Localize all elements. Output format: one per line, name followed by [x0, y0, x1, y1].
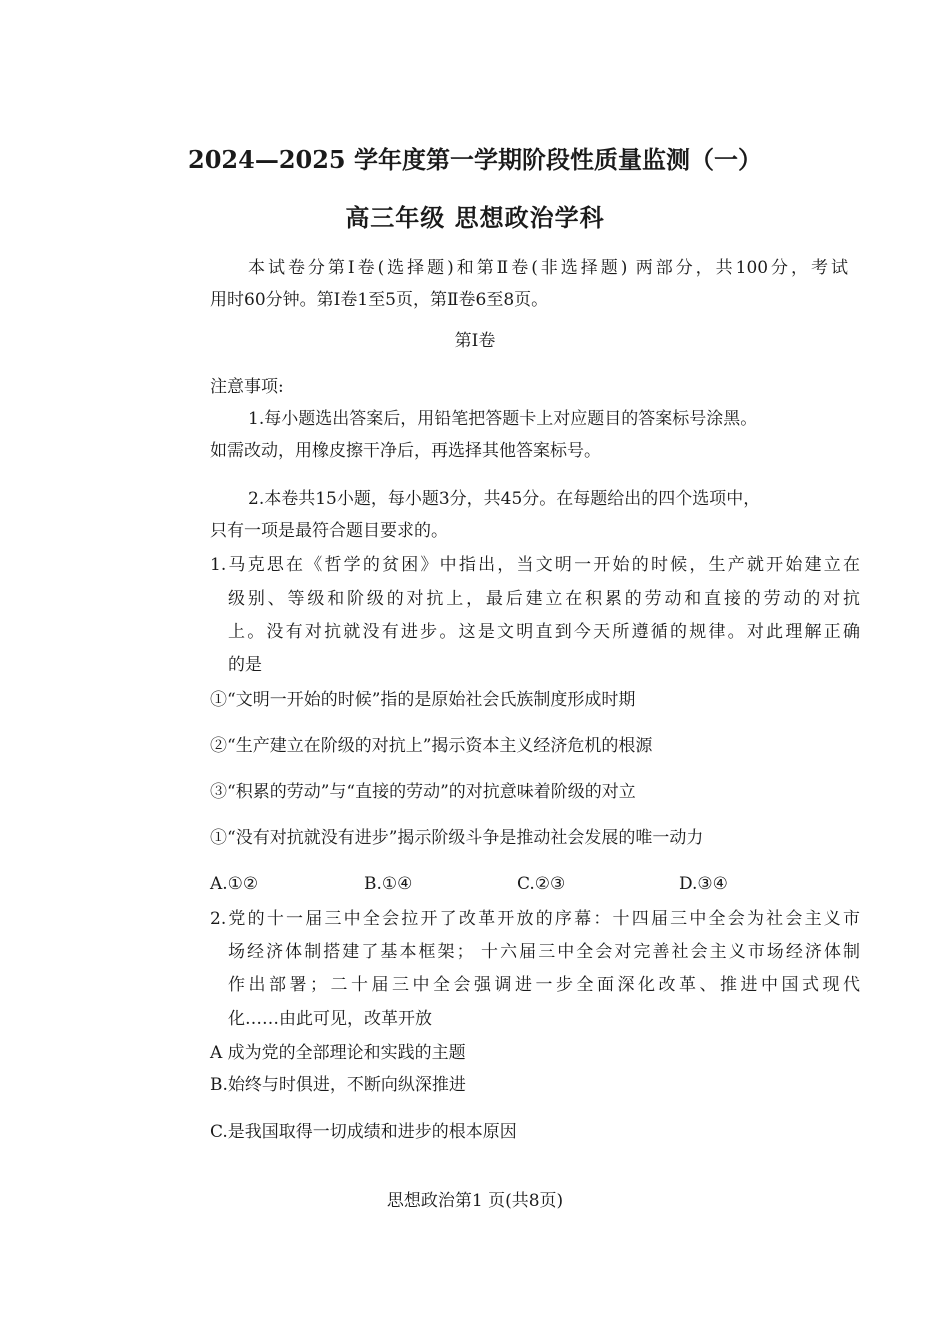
- part-heading: 第Ⅰ卷: [454, 331, 496, 351]
- question-2-stem-line-2: 场经济体制搭建了基本框架； 十六届三中全会对完善社会主义市场经济体制: [228, 942, 860, 962]
- question-1-option-a: A.①②: [210, 874, 259, 894]
- question-2-stem-line-1: 2.党的十一届三中全会拉开了改革开放的序幕：十四届三中全会为社会主义市: [210, 909, 860, 929]
- question-1-statement-3: ③“积累的劳动”与“直接的劳动”的对抗意味着阶级的对立: [210, 782, 636, 802]
- question-1-stem-line-4: 的是: [228, 655, 262, 675]
- page-footer: 思想政治第1 页(共8页): [386, 1191, 564, 1211]
- question-1-option-c: C.②③: [517, 874, 566, 894]
- question-2-stem-line-4: 化……由此可见，改革开放: [228, 1009, 432, 1029]
- question-1-stem-line-3: 上。没有对抗就没有进步。这是文明直到今天所遵循的规律。对此理解正确: [228, 622, 860, 642]
- question-2-option-a: A 成为党的全部理论和实践的主题: [210, 1043, 466, 1063]
- page-subtitle: 高三年级 思想政治学科: [345, 203, 605, 232]
- notes-heading: 注意事项:: [210, 377, 284, 397]
- note-1-line-2: 如需改动，用橡皮擦干净后，再选择其他答案标号。: [210, 441, 601, 461]
- question-1-option-b: B.①④: [364, 874, 413, 894]
- note-1-line-1: 1.每小题选出答案后，用铅笔把答题卡上对应题目的答案标号涂黑。: [248, 409, 758, 429]
- question-1-statement-2: ②“生产建立在阶级的对抗上”揭示资本主义经济危机的根源: [210, 736, 653, 756]
- question-2-option-c: C.是我国取得一切成绩和进步的根本原因: [210, 1122, 517, 1142]
- question-2-option-b: B.始终与时俱进，不断向纵深推进: [210, 1075, 466, 1095]
- question-1-stem-line-1: 1.马克思在《哲学的贫困》中指出，当文明一开始的时候，生产就开始建立在: [210, 555, 860, 575]
- question-1-statement-1: ①“文明一开始的时候”指的是原始社会氏族制度形成时期: [210, 690, 636, 710]
- question-1-statement-4: ①“没有对抗就没有进步”揭示阶级斗争是推动社会发展的唯一动力: [210, 828, 704, 848]
- question-2-stem-line-3: 作出部署；二十届三中全会强调进一步全面深化改革、推进中国式现代: [228, 975, 860, 995]
- question-1-stem-line-2: 级别、等级和阶级的对抗上，最后建立在积累的劳动和直接的劳动的对抗: [228, 589, 860, 609]
- note-2-line-2: 只有一项是最符合题目要求的。: [210, 521, 448, 541]
- question-1-option-d: D.③④: [679, 874, 728, 894]
- page-title: 2024—2025 学年度第一学期阶段性质量监测（一）: [188, 145, 762, 174]
- note-2-line-1: 2.本卷共15小题，每小题3分，共45分。在每题给出的四个选项中，: [248, 489, 761, 509]
- intro-line-1: 本试卷分第Ⅰ卷(选择题)和第Ⅱ卷(非选择题) 两部分，共100分，考试: [248, 258, 848, 278]
- intro-line-2: 用时60分钟。第Ⅰ卷1至5页，第Ⅱ卷6至8页。: [210, 290, 549, 310]
